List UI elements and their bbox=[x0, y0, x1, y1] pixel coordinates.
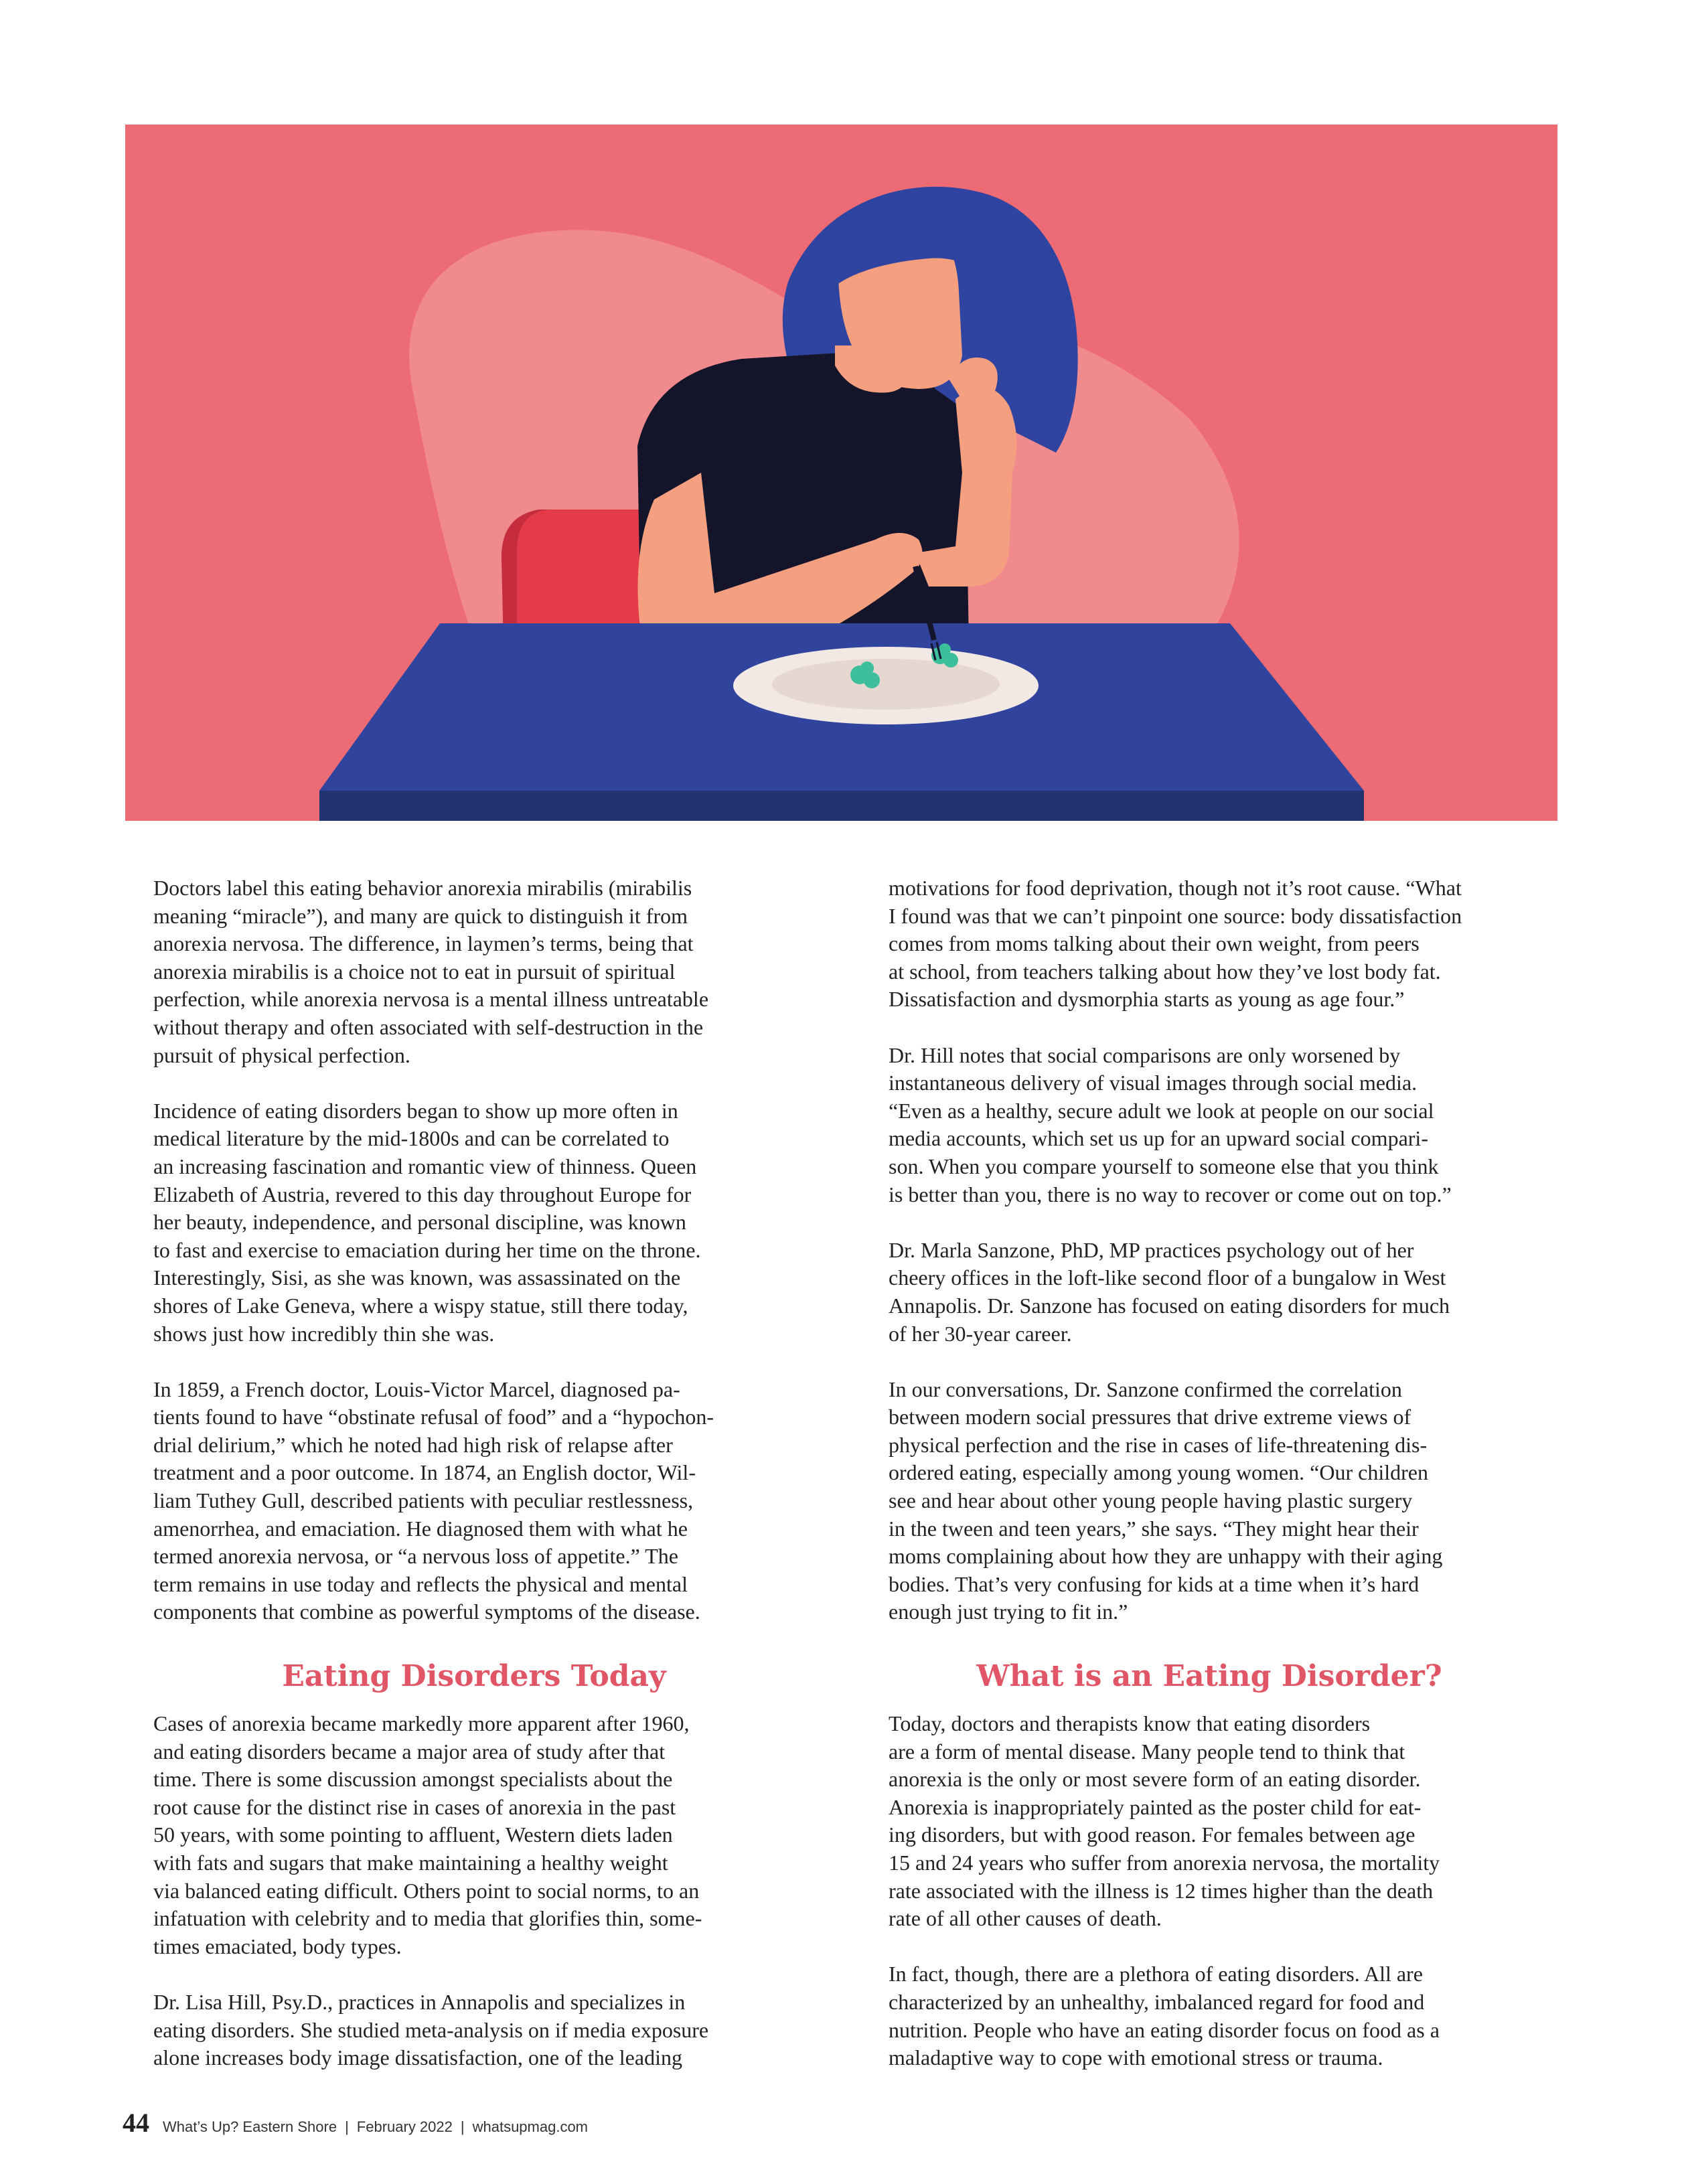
footer-separator: | bbox=[345, 2118, 349, 2135]
table-edge bbox=[319, 791, 1364, 821]
website-link[interactable]: whatsupmag.com bbox=[472, 2118, 589, 2135]
paragraph-plethora: In fact, though, there are a plethora of eating disorders. All are characterized by an unhealthy, imbalanced regard for food and nutrition. People who have an eating disorder focus on food as a maladaptive way to cope with emotional stress or trauma. bbox=[889, 1962, 1440, 2070]
paragraph-history-1859: In 1859, a French doctor, Louis-Victor Marcel, diagnosed pa- tients found to have “obstinate refusal of food” and a “hypochon- drial delirium,” which he noted had high risk of relapse after treatment and a poor outcome. In 1874, an English doctor, Wil- liam Tuthey Gull, described patients with peculiar restlessness, amenorrhea, and emaciation. He diagnosed them with what he termed anorexia nervosa, or “a nervous loss of appetite.” The term remains in use today and reflects the physical and mental components that combine as powerful symptoms of the disease. bbox=[153, 1377, 714, 1624]
subhead-eating-disorders-today: Eating Disorders Today bbox=[282, 1659, 666, 1693]
page-footer bbox=[123, 2107, 588, 2138]
subhead-what-is-an-eating-disorder: What is an Eating Disorder? bbox=[976, 1659, 1442, 1693]
plate-icon bbox=[733, 647, 1039, 724]
paragraph-root-cause: motivations for food deprivation, though not it’s root cause. “What I found was that we can’t pinpoint one source: body dissatisfaction comes from moms talking about their own weight, from peers at school, from teachers talking about how they’ve lost body fat. Dissatisfaction and dysmorphia starts as young as age four.” bbox=[889, 876, 1462, 1012]
paragraph-social-media: Dr. Hill notes that social comparisons are only worsened by instantaneous delivery of visual images through social media. “Even as a healthy, secure adult we look at people on our social media accounts, which set us up for an upward social compari- son. When you compare yourself to someone else that you think is better than you, there is no way to recover or come out on top.” bbox=[889, 1042, 1452, 1206]
publication-name: What’s Up? Eastern Shore bbox=[163, 2118, 337, 2135]
paragraph-mental-disease: Today, doctors and therapists know that eating disorders are a form of mental disease. Many people tend to think that anorexia is the only or most severe form of an eating disorder. Anorexia is inappropriately painted as the poster child for eat- ing disorders, but with good reason. For females between age 15 and 24 years who suffer from anorexia nervosa, the mortality rate associated with the illness is 12 times higher than the death rate of all other causes of death. bbox=[889, 1711, 1440, 1931]
paragraph-dr-hill: Dr. Lisa Hill, Psy.D., practices in Annapolis and specializes in eating disorders. She studied meta-analysis on if media exposure alone increases body image dissatisfaction, one of the leading bbox=[153, 1989, 709, 2070]
article-column-right bbox=[889, 874, 1530, 1626]
footer-separator: | bbox=[460, 2118, 465, 2135]
article-column-right-lower bbox=[889, 1710, 1530, 2072]
article-column-left-lower bbox=[153, 1710, 795, 2072]
paragraph-incidence: Incidence of eating disorders began to show up more often in medical literature by the mid-1800s and can be correlated to an increasing fascination and romantic view of thinness. Queen Elizabeth of Austria, revered to this day throughout Europe for her beauty, independence, and personal discipline, was known to fast and exercise to emaciation during her time on the throne. Interestingly, Sisi, as she was known, was assassinated on the shores of Lake Geneva, where a wispy statue, still there today, shows just how incredibly thin she was. bbox=[153, 1098, 701, 1346]
paragraph-cases-1960: Cases of anorexia became markedly more apparent after 1960, and eating disorders became a major area of study after that time. There is some discussion amongst specialists about the root cause for the distinct rise in cases of anorexia in the past 50 years, with some pointing to affluent, Western diets laden with fats and sugars that make maintaining a healthy weight via balanced eating difficult. Others point to social norms, to an infatuation with celebrity and to media that glorifies thin, some- times emaciated, body types. bbox=[153, 1711, 702, 1958]
page-number: 44 bbox=[123, 2108, 149, 2138]
article-column-left bbox=[153, 874, 795, 1626]
hero-illustration bbox=[125, 125, 1557, 821]
paragraph-conversations: In our conversations, Dr. Sanzone confirmed the correlation between modern social pressures that drive extreme views of physical perfection and the rise in cases of life-threatening dis- ordered eating, especially among young women. “Our children see and hear about other young people having plastic surgery in the tween and teen years,” she says. “They might hear their moms complaining about how they are unhappy with their aging bodies. That’s very confusing for kids at a time when it’s hard enough just trying to fit in.” bbox=[889, 1377, 1443, 1624]
paragraph-dr-sanzone: Dr. Marla Sanzone, PhD, MP practices psychology out of her cheery offices in the loft-like second floor of a bungalow in West Annapolis. Dr. Sanzone has focused on eating disorders for much of her 30-year career. bbox=[889, 1237, 1450, 1346]
issue-date: February 2022 bbox=[356, 2118, 453, 2135]
paragraph-anorexia-mirabilis: Doctors label this eating behavior anorexia mirabilis (mirabilis meaning “miracle”), and many are quick to distinguish it from anorexia nervosa. The difference, in laymen’s terms, being that anorexia mirabilis is a choice not to eat in pursuit of spiritual perfection, while anorexia nervosa is a mental illness untreatable without therapy and often associated with self-destruction in the pursuit of physical perfection. bbox=[153, 876, 709, 1067]
